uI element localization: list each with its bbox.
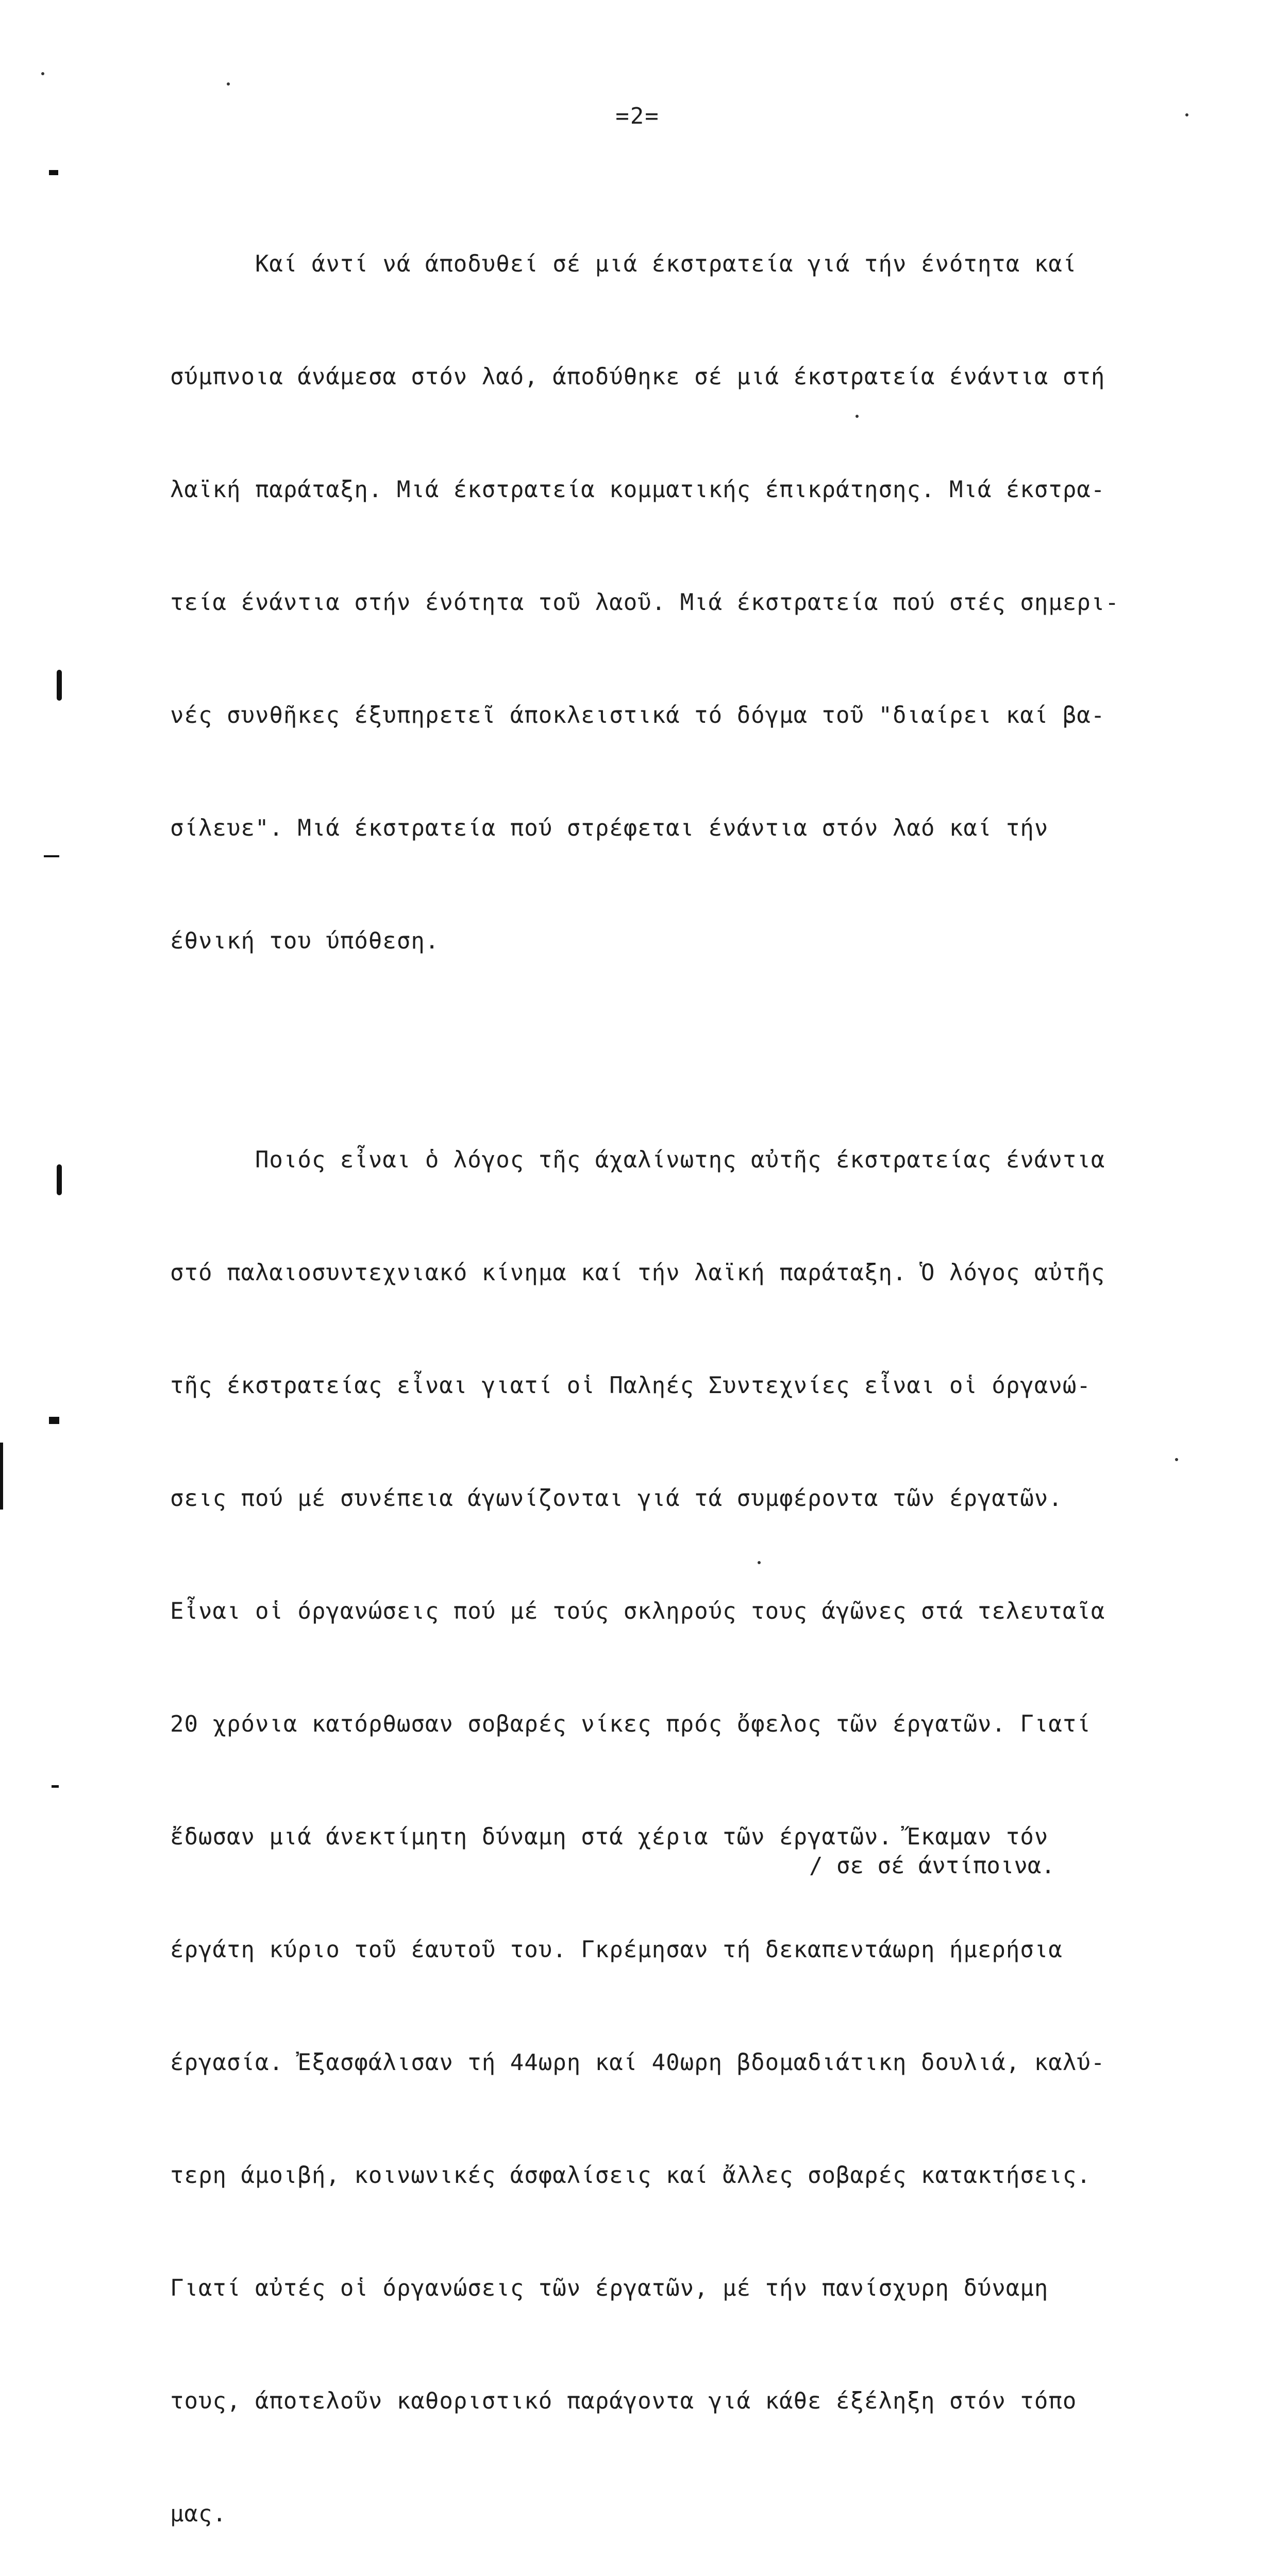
scan-speck bbox=[227, 82, 230, 86]
paragraph bbox=[170, 1066, 1227, 2576]
text-line: τῆς έκστρατείας εἶναι γιατί οἱ Παληές Συντεχνίες εἶναι οἱ όργανώ- bbox=[170, 1372, 1091, 1399]
scan-mark bbox=[52, 1785, 59, 1788]
text-line: σίλευε". Μιά έκστρατεία πού στρέφεται ένάντια στόν λαό καί τήν bbox=[170, 815, 1049, 841]
scan-mark bbox=[44, 855, 59, 857]
text-line: Γιατί αὐτές οἱ όργανώσεις τῶν έργατῶν, μέ τήν πανίσχυρη δύναμη bbox=[170, 2275, 1049, 2301]
text-line: έθνική του ύπόθεση. bbox=[170, 928, 440, 954]
text-line: 20 χρόνια κατόρθωσαν σοβαρές νίκες πρός ὄφελος τῶν έργατῶν. Γιατί bbox=[170, 1711, 1091, 1737]
scan-mark bbox=[49, 170, 58, 175]
text-line: νές συνθῆκες έξυπηρετεῖ άποκλειστικά τό δόγμα τοῦ "διαίρει καί βα- bbox=[170, 702, 1105, 728]
text-line: στό παλαιοσυντεχνιακό κίνημα καί τήν λαϊκή παράταξη. Ὁ λόγος αὐτῆς bbox=[170, 1260, 1105, 1286]
page-number: =2= bbox=[615, 103, 660, 129]
text-line: λαϊκή παράταξη. Μιά έκστρατεία κομματικής έπικράτησης. Μιά έκστρα- bbox=[170, 477, 1105, 503]
scan-mark bbox=[0, 1443, 3, 1510]
scan-mark bbox=[57, 1164, 62, 1195]
body-text bbox=[170, 170, 1227, 2576]
text-line: τερη άμοιβή, κοινωνικές άσφαλίσεις καί ἄλλες σοβαρές κατακτήσεις. bbox=[170, 2162, 1091, 2189]
text-line: τεία ένάντια στήν ένότητα τοῦ λαοῦ. Μιά έκστρατεία πού στές σημερι- bbox=[170, 589, 1119, 616]
scan-speck bbox=[41, 72, 44, 75]
page-continuation: / σε σέ άντίποινα. bbox=[809, 1853, 1055, 1879]
text-line: σύμπνοια άνάμεσα στόν λαό, άποδύθηκε σέ μιά έκστρατεία ένάντια στή bbox=[170, 364, 1105, 390]
text-line: Ποιός εἶναι ὁ λόγος τῆς άχαλίνωτης αὐτῆς έκστρατείας ένάντια bbox=[170, 1147, 1105, 1173]
text-line: ἔδωσαν μιά άνεκτίμητη δύναμη στά χέρια τῶν έργατῶν. Ἔκαμαν τόν bbox=[170, 1824, 1049, 1850]
paragraph bbox=[170, 170, 1227, 1035]
text-line: σεις πού μέ συνέπεια άγωνίζονται γιά τά συμφέροντα τῶν έργατῶν. bbox=[170, 1485, 1063, 1512]
text-line: έργάτη κύριο τοῦ έαυτοῦ του. Γκρέμησαν τή δεκαπεντάωρη ήμερήσια bbox=[170, 1937, 1063, 1963]
text-line: Καί άντί νά άποδυθεί σέ μιά έκστρατεία γιά τήν ένότητα καί bbox=[170, 251, 1077, 277]
scan-mark bbox=[49, 1417, 59, 1424]
scan-mark bbox=[57, 670, 62, 701]
text-line: μας. bbox=[170, 2501, 227, 2527]
text-line: τους, άποτελοῦν καθοριστικό παράγοντα γιά κάθε έξέληξη στόν τόπο bbox=[170, 2388, 1077, 2414]
text-line: έργασία. Ἐξασφάλισαν τή 44ωρη καί 40ωρη βδομαδιάτικη δουλιά, καλύ- bbox=[170, 2049, 1105, 2076]
text-line: Εἶναι οἱ όργανώσεις πού μέ τούς σκληρούς τους άγῶνες στά τελευταῖα bbox=[170, 1598, 1105, 1624]
